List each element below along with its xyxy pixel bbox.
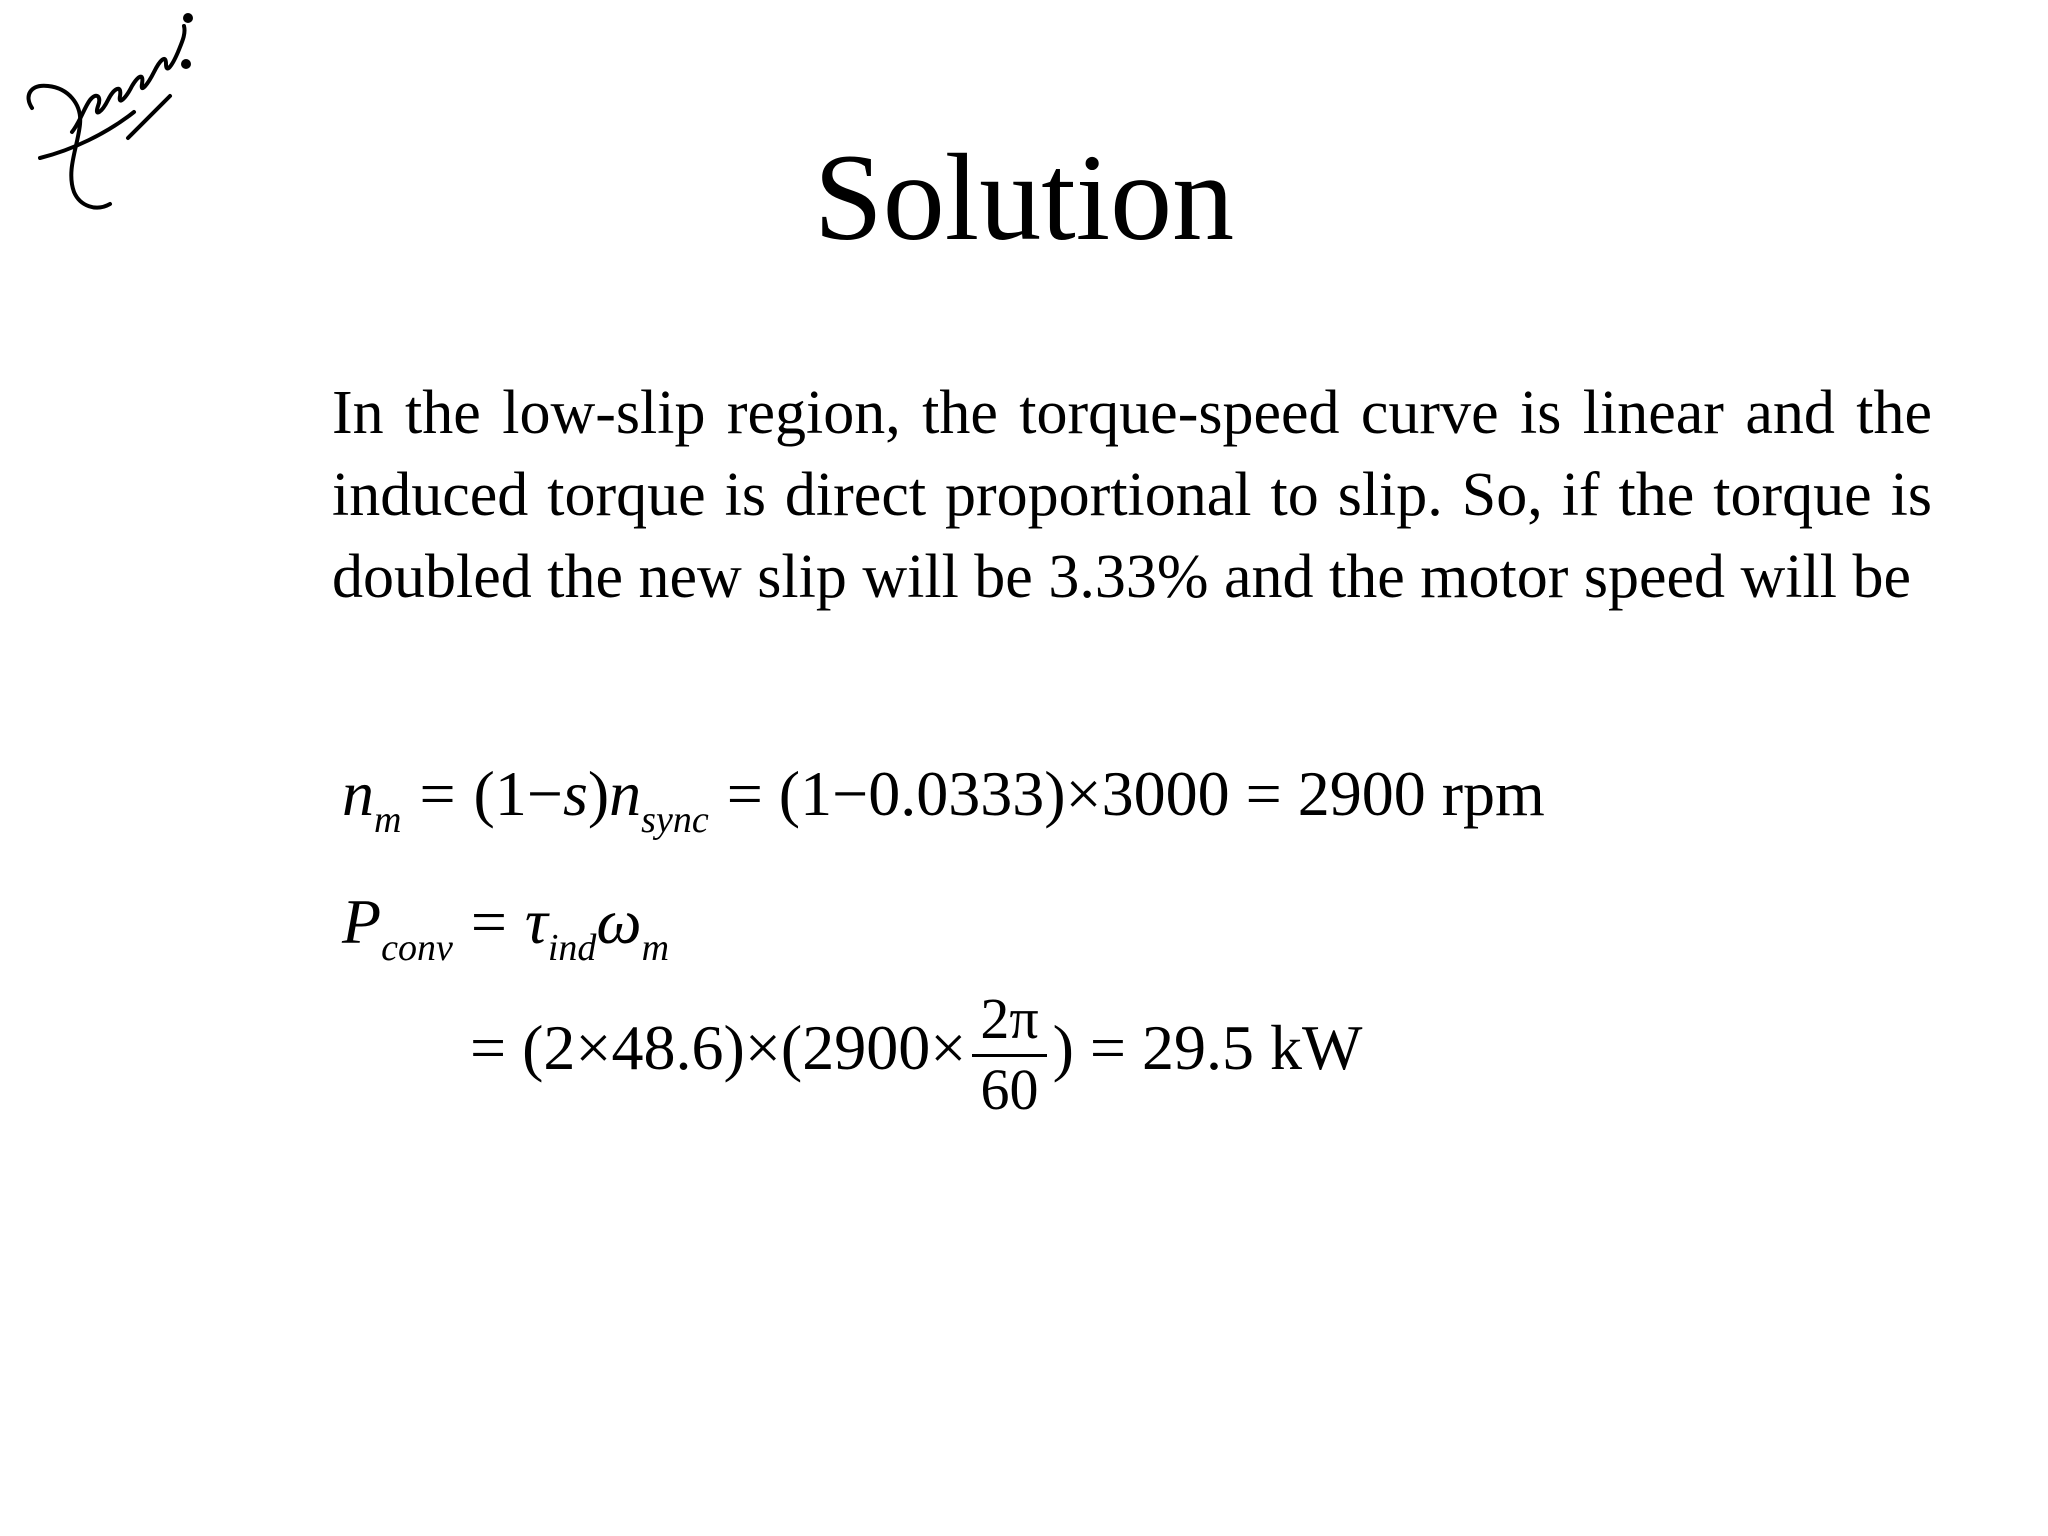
eq2-omega-sub: m xyxy=(641,927,670,970)
explanation-paragraph: In the low-slip region, the torque-speed curve is linear and the induced torque is direct proportional to slip. So, if the torque is doubled the new slip will be 3.33% and the motor speed will be xyxy=(332,379,1932,611)
eq1-part1: (1− xyxy=(473,758,563,829)
eq1-lhs-sub: m xyxy=(374,799,402,842)
eq1-n-var: n xyxy=(609,758,642,829)
eq1-s-var: s xyxy=(562,758,588,829)
slide-title: Solution xyxy=(813,129,1235,266)
eq1-rhs: = (1−0.0333)×3000 = 2900 rpm xyxy=(726,758,1545,829)
two-pi-over-sixty-fraction xyxy=(972,986,1046,1122)
power-result-equation xyxy=(470,986,1363,1122)
eq3-prefix: = (2×48.6)×(2900× xyxy=(470,1012,967,1084)
eq1-lhs-var: n xyxy=(342,758,374,829)
fraction-denominator: 60 xyxy=(980,1057,1039,1122)
eq1-part2: ) xyxy=(587,758,610,829)
eq2-equals: = xyxy=(470,886,507,957)
eq1-equals: = xyxy=(419,758,456,829)
eq2-lhs-var: P xyxy=(342,886,382,957)
eq2-tau-var: τ xyxy=(524,886,548,957)
eq3-suffix: ) = 29.5 kW xyxy=(1052,1012,1363,1084)
power-converted-equation xyxy=(342,886,670,970)
motor-speed-equation xyxy=(342,758,1545,842)
eq1-n-sub: sync xyxy=(641,799,709,842)
eq2-lhs-sub: conv xyxy=(381,927,453,970)
eq2-omega-var: ω xyxy=(596,886,642,957)
eq2-tau-sub: ind xyxy=(547,927,597,970)
fraction-numerator: 2π xyxy=(972,990,1046,1057)
